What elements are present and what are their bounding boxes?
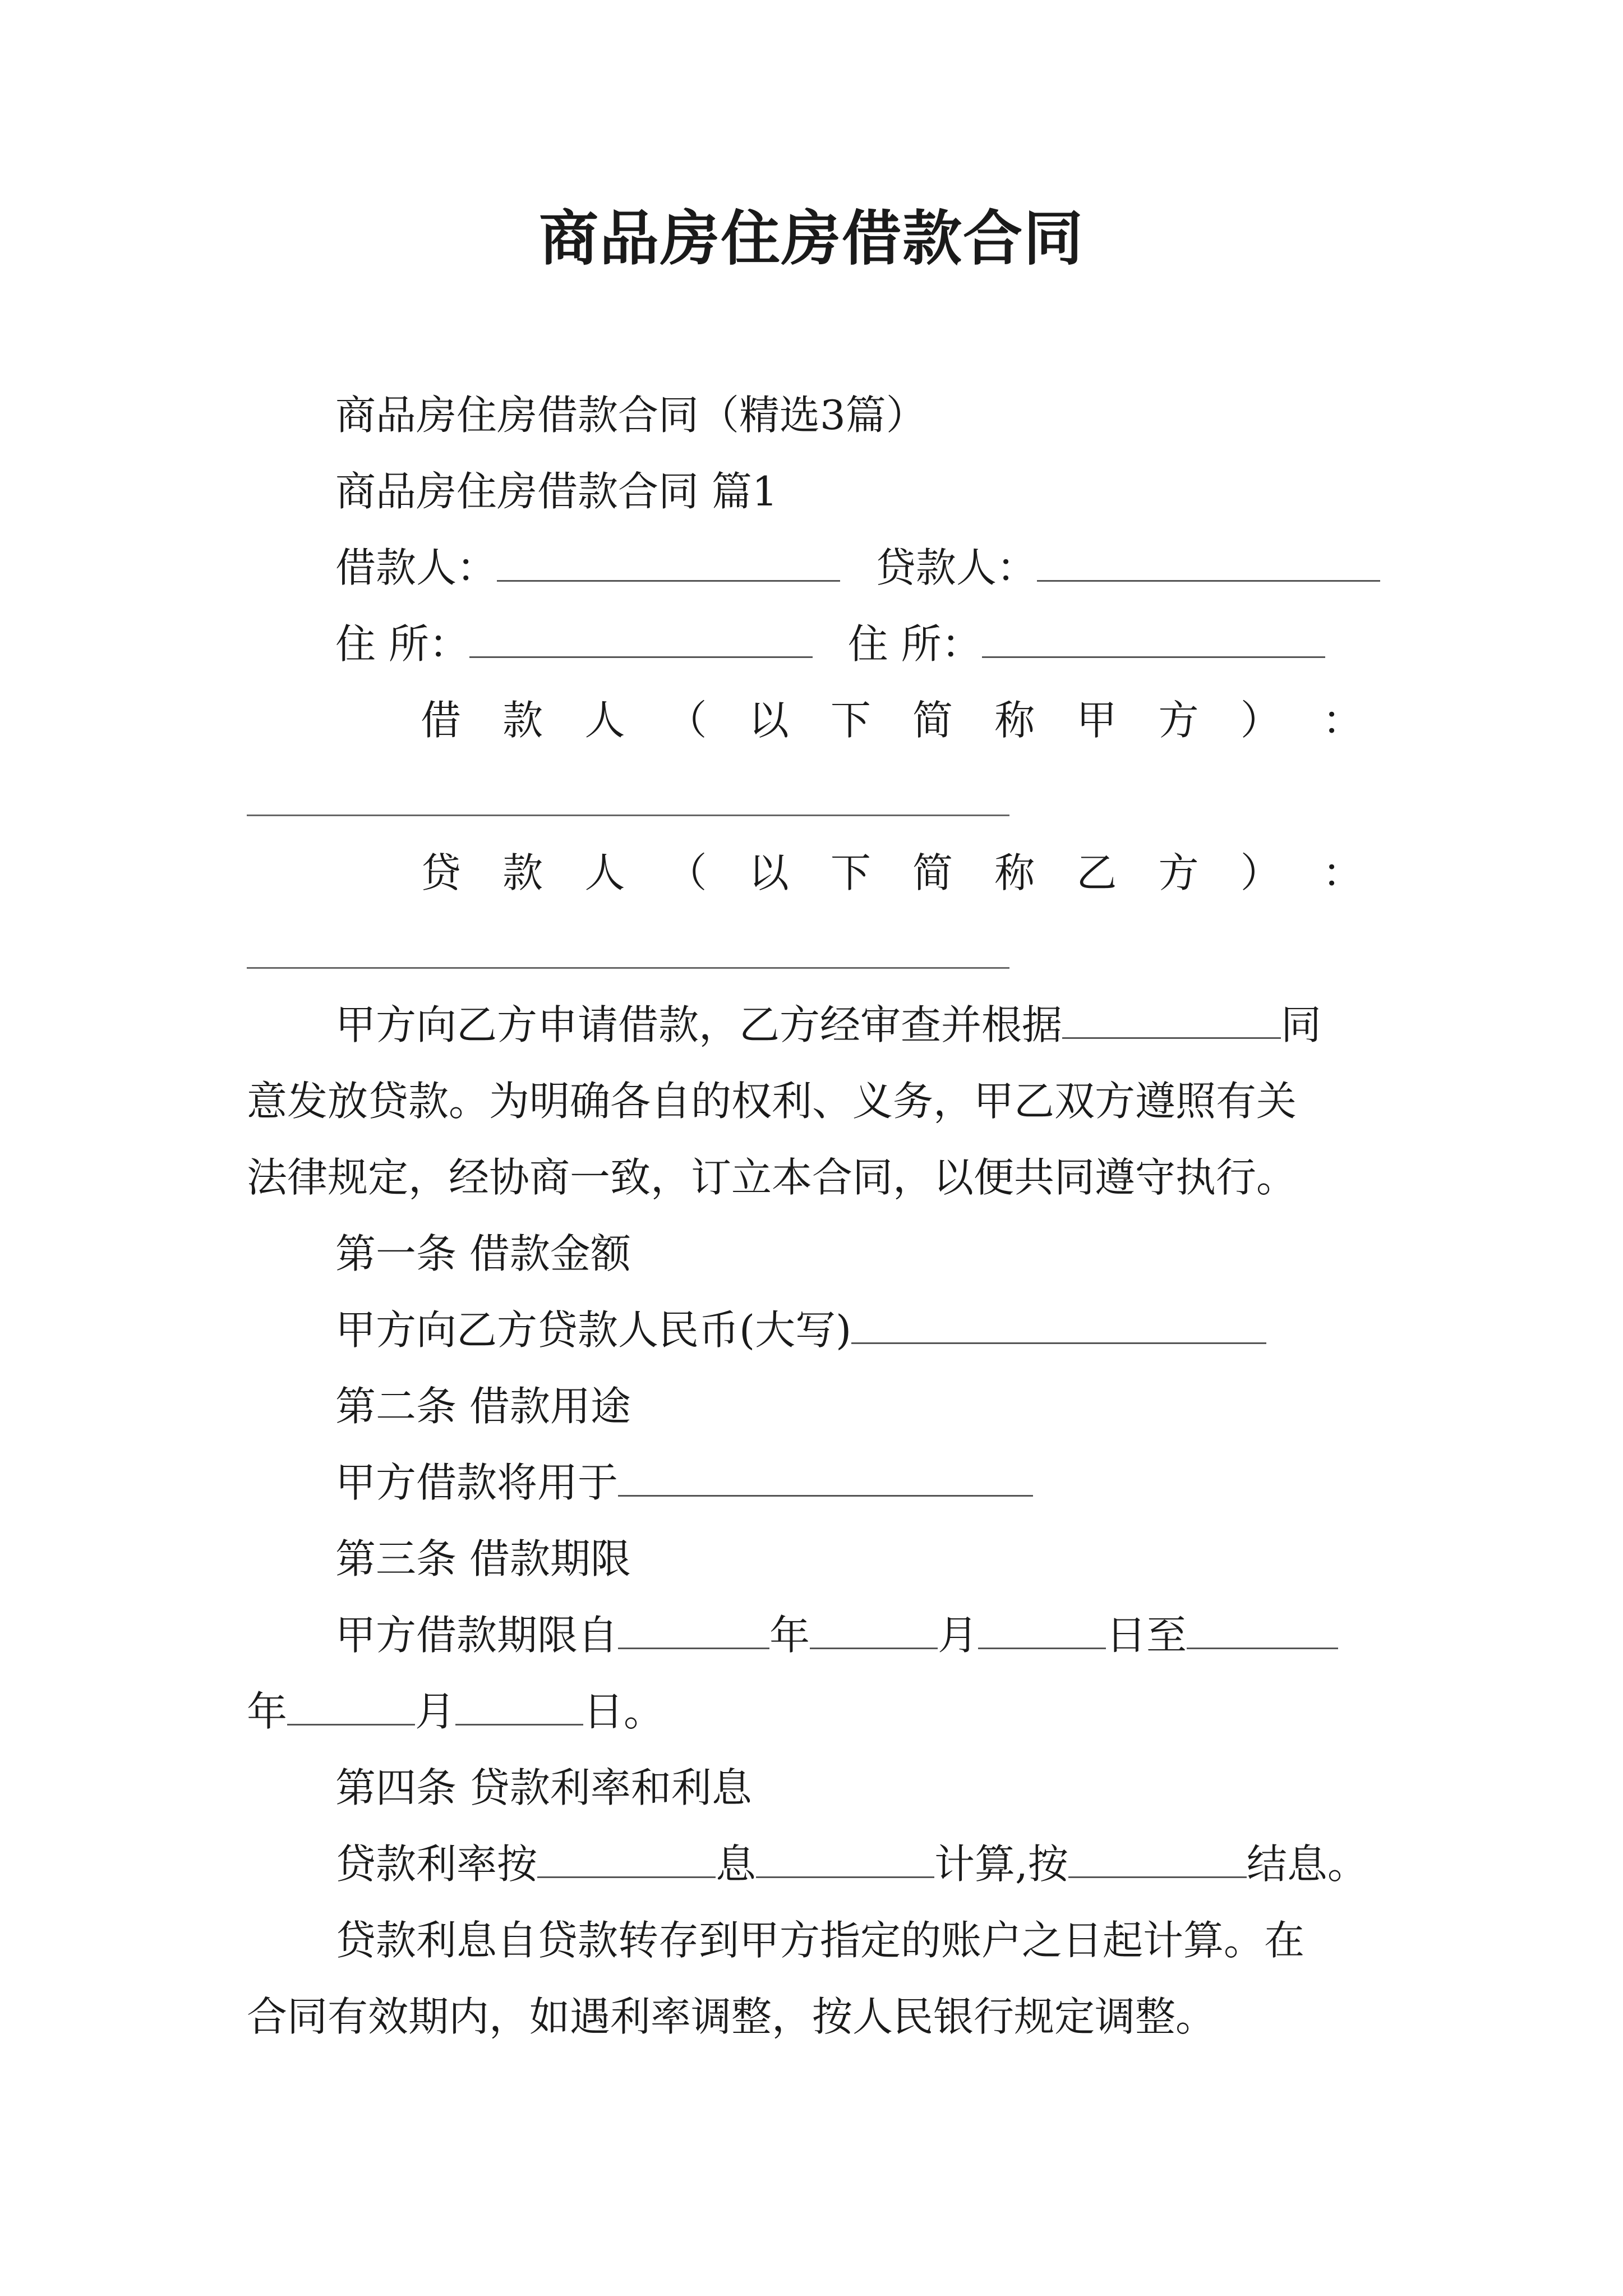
month-label: 月 — [415, 1688, 456, 1735]
article-4-text: 结息。 — [1246, 1841, 1368, 1888]
article-4-para2-line1: 贷款利息自贷款转存到甲方指定的账户之日起计算。在 — [335, 1917, 1305, 1964]
start-day-blank — [978, 1613, 1106, 1649]
party-a-char: 方 — [1158, 697, 1199, 744]
party-b-char: ） — [1240, 849, 1281, 896]
subtitle: 商品房住房借款合同（精选3篇） — [335, 392, 926, 439]
day-to-label: 日至 — [1106, 1612, 1187, 1659]
intro-line-1 — [335, 997, 1321, 1053]
article-4-text: 贷款利率按 — [335, 1841, 538, 1888]
party-a-blank — [247, 815, 1009, 816]
part-heading: 商品房住房借款合同 篇1 — [335, 468, 778, 515]
party-a-char: 称 — [994, 697, 1035, 744]
party-b-char: （ — [666, 849, 707, 896]
address-line — [335, 616, 1325, 672]
article-2-text: 甲方借款将用于 — [335, 1459, 619, 1506]
party-a-char: ） — [1240, 697, 1281, 744]
rate-blank — [537, 1842, 716, 1878]
party-b-char: 称 — [994, 849, 1035, 896]
party-a-char: 款 — [502, 697, 543, 744]
article-1-title: 第一条 借款金额 — [335, 1230, 631, 1277]
borrower-lender-line — [335, 540, 1380, 596]
lender-blank — [1037, 545, 1380, 582]
article-4-body — [335, 1836, 1368, 1892]
lender-address-label: 住 所： — [847, 620, 982, 668]
party-b-char: ： — [1322, 849, 1363, 896]
party-a-char: 借 — [421, 697, 462, 744]
article-3-title: 第三条 借款期限 — [335, 1535, 631, 1582]
borrower-label: 借款人： — [335, 544, 497, 591]
party-b-char: 下 — [830, 849, 871, 896]
article-4-text: 计算,按 — [934, 1841, 1068, 1888]
party-b-blank — [247, 967, 1009, 969]
party-b-char: 简 — [912, 849, 953, 896]
basis-blank — [1062, 1002, 1281, 1039]
interest-blank — [756, 1842, 934, 1878]
party-b-char: 乙 — [1076, 849, 1117, 896]
party-a-char: ： — [1322, 697, 1363, 744]
end-year-blank — [1187, 1613, 1338, 1649]
party-a-char: 以 — [748, 697, 789, 744]
intro-line-3: 法律规定，经协商一致，订立本合同，以便共同遵守执行。 — [247, 1154, 1297, 1201]
start-year-blank — [618, 1613, 769, 1649]
party-b-char: 款 — [502, 849, 543, 896]
party-b-line — [421, 845, 1363, 901]
article-3-body — [335, 1607, 1338, 1663]
end-month-blank — [287, 1689, 415, 1726]
article-1-text: 甲方向乙方贷款人民币(大写) — [335, 1306, 852, 1354]
article-2-body — [335, 1455, 1033, 1511]
article-4-para2-line2: 合同有效期内，如遇利率调整，按人民银行规定调整。 — [247, 1993, 1216, 2040]
article-4-text: 息 — [716, 1841, 757, 1888]
article-3-text: 甲方借款期限自 — [335, 1612, 619, 1659]
intro-line-2: 意发放贷款。为明确各自的权利、义务，甲乙双方遵照有关 — [247, 1078, 1297, 1125]
party-a-line — [421, 692, 1363, 748]
party-b-char: 方 — [1158, 849, 1199, 896]
borrower-address-blank — [469, 622, 813, 658]
article-2-title: 第二条 借款用途 — [335, 1383, 631, 1430]
borrower-address-label: 住 所： — [335, 620, 469, 668]
purpose-blank — [618, 1460, 1033, 1497]
party-b-char: 贷 — [421, 849, 462, 896]
settlement-blank — [1068, 1842, 1247, 1878]
document-title: 商品房住房借款合同 — [539, 203, 1084, 273]
amount-blank — [851, 1308, 1266, 1344]
end-day-blank — [455, 1689, 583, 1726]
party-a-char: 下 — [830, 697, 871, 744]
intro-text-end: 同 — [1281, 1001, 1322, 1048]
year-label: 年 — [247, 1688, 288, 1735]
month-label: 月 — [938, 1612, 979, 1659]
party-a-char: （ — [666, 697, 707, 744]
party-b-char: 以 — [748, 849, 789, 896]
article-1-body — [335, 1302, 1266, 1358]
start-month-blank — [810, 1613, 938, 1649]
article-3-body-cont — [247, 1683, 664, 1740]
intro-text: 甲方向乙方申请借款，乙方经审查并根据 — [335, 1001, 1063, 1048]
party-a-char: 甲 — [1076, 697, 1117, 744]
party-a-char: 简 — [912, 697, 953, 744]
lender-label: 贷款人： — [875, 544, 1037, 591]
borrower-blank — [497, 545, 840, 582]
year-label: 年 — [769, 1612, 810, 1659]
lender-address-blank — [982, 622, 1325, 658]
party-a-char: 人 — [584, 697, 625, 744]
party-b-char: 人 — [584, 849, 625, 896]
article-4-title: 第四条 贷款利率和利息 — [335, 1764, 752, 1811]
day-end-label: 日。 — [583, 1688, 665, 1735]
